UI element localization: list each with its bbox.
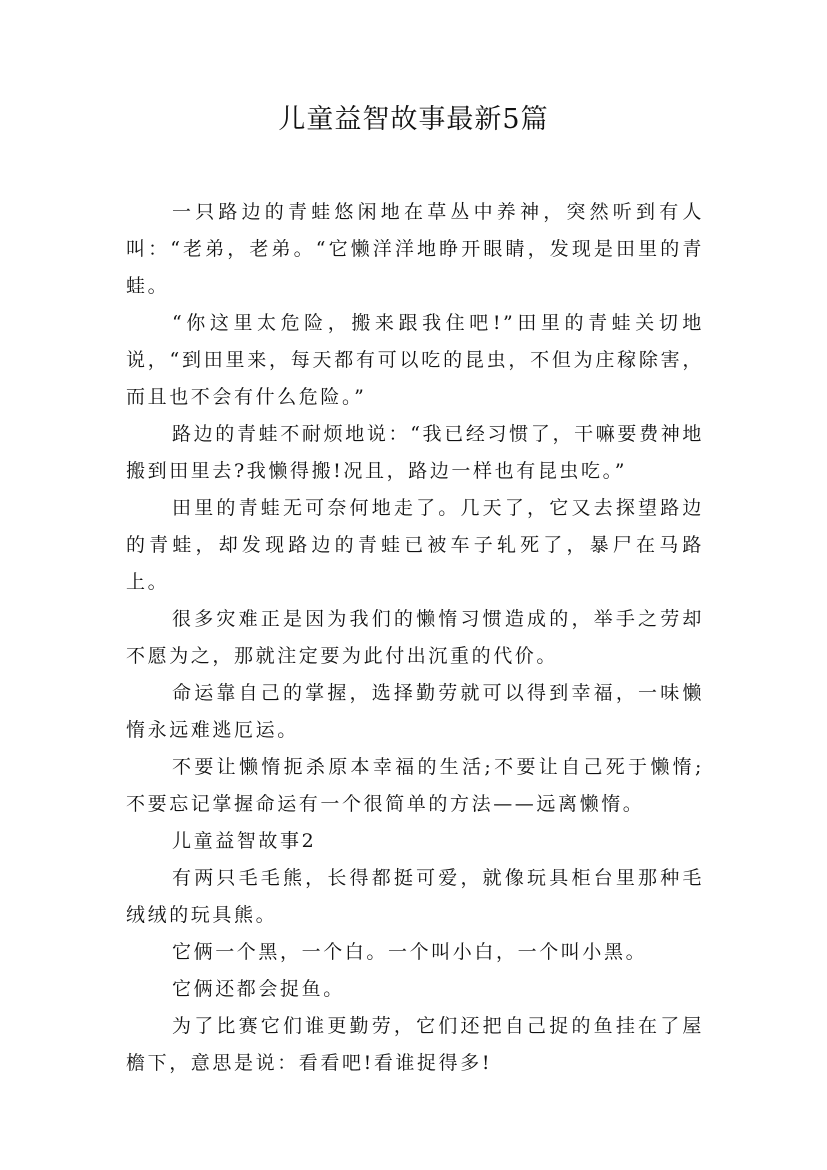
paragraph: 为了比赛它们谁更勤劳，它们还把自己捉的鱼挂在了屋檐下，意思是说：看看吧!看谁捉得多! [126,1015,704,1074]
paragraph: 它俩还都会捉鱼。 [172,978,345,1000]
paragraph: 不要让懒惰扼杀原本幸福的生活;不要让自己死于懒惰;不要忘记掌握命运有一个很简单的方法——远离懒惰。 [126,756,704,815]
paragraph: 很多灾难正是因为我们的懒惰习惯造成的，举手之劳却不愿为之，那就注定要为此付出沉重的代价。 [126,608,704,667]
document-body [126,194,704,1082]
paragraph: 田里的青蛙无可奈何地走了。几天了，它又去探望路边的青蛙，却发现路边的青蛙已被车子轧死了，暴尸在马路上。 [126,497,704,593]
document-title: 儿童益智故事最新5篇 [278,104,549,135]
paragraph: 路边的青蛙不耐烦地说：“我已经习惯了，干嘛要费神地搬到田里去?我懒得搬!况且，路边一样也有昆虫吃。” [126,423,704,482]
paragraph: 它俩一个黑，一个白。一个叫小白，一个叫小黑。 [172,941,648,963]
section-heading: 儿童益智故事2 [172,830,317,852]
paragraph: 有两只毛毛熊，长得都挺可爱，就像玩具柜台里那种毛绒绒的玩具熊。 [126,867,704,926]
paragraph: 一只路边的青蛙悠闲地在草丛中养神，突然听到有人叫：“老弟，老弟。“它懒洋洋地睁开眼睛，发现是田里的青蛙。 [126,201,704,297]
paragraph: “你这里太危险，搬来跟我住吧!”田里的青蛙关切地说，“到田里来，每天都有可以吃的昆虫，不但为庄稼除害，而且也不会有什么危险。” [126,312,704,408]
paragraph: 命运靠自己的掌握，选择勤劳就可以得到幸福，一味懒惰永远难逃厄运。 [126,682,704,741]
